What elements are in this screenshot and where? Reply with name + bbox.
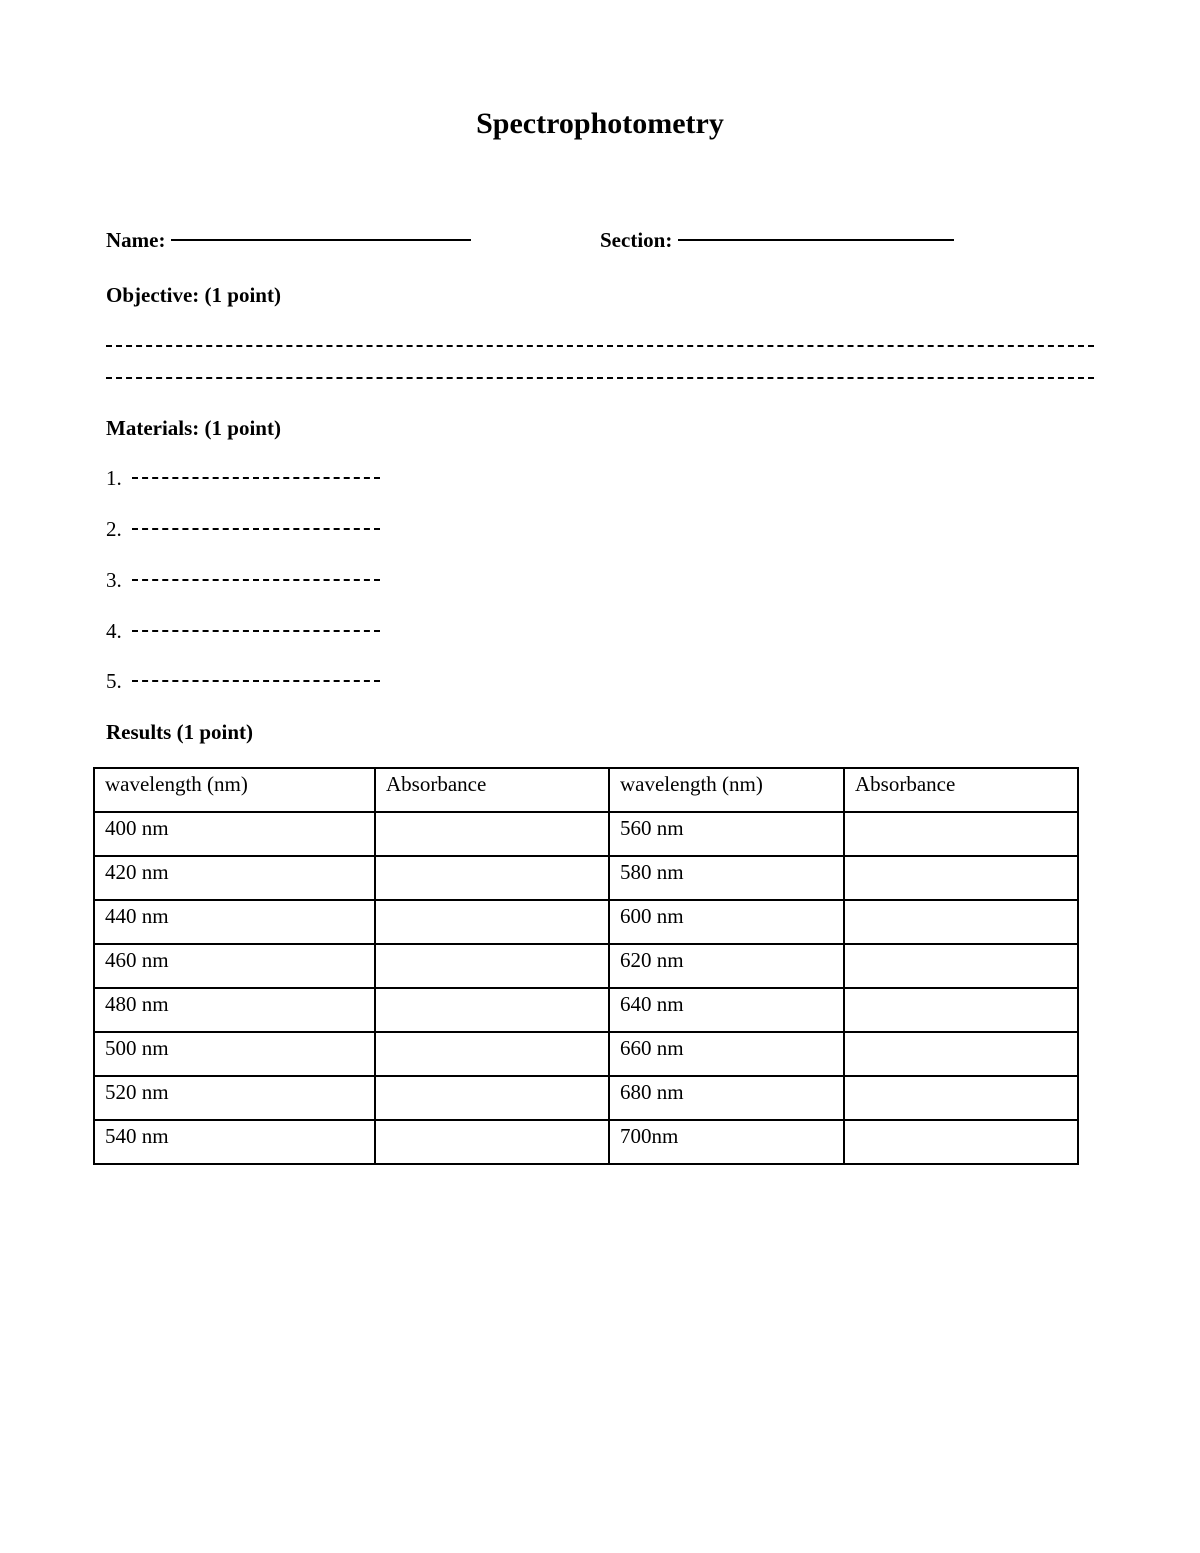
table-row — [94, 856, 1078, 900]
header-cell: Absorbance — [844, 768, 1078, 812]
materials-item-number: 4. — [106, 619, 122, 643]
table-row — [94, 812, 1078, 856]
table-row — [94, 900, 1078, 944]
name-field — [106, 226, 471, 254]
objective-blank-line-2 — [106, 377, 1094, 379]
absorbance-cell[interactable] — [375, 944, 609, 988]
wavelength-cell: 540 nm — [94, 1120, 375, 1164]
materials-item-blank — [132, 477, 380, 479]
name-label: Name: — [106, 228, 166, 252]
wavelength-cell: 440 nm — [94, 900, 375, 944]
materials-item-number: 1. — [106, 466, 122, 490]
wavelength-cell: 640 nm — [609, 988, 844, 1032]
materials-item-blank — [132, 579, 380, 581]
materials-item — [106, 617, 380, 645]
absorbance-cell[interactable] — [375, 812, 609, 856]
wavelength-cell: 520 nm — [94, 1076, 375, 1120]
results-heading: Results (1 point) — [106, 720, 254, 744]
absorbance-cell[interactable] — [844, 1076, 1078, 1120]
table-row — [94, 988, 1078, 1032]
page-title: Spectrophotometry — [476, 107, 724, 140]
absorbance-cell[interactable] — [375, 1032, 609, 1076]
header-cell: wavelength (nm) — [609, 768, 844, 812]
wavelength-cell: 460 nm — [94, 944, 375, 988]
wavelength-cell: 700nm — [609, 1120, 844, 1164]
wavelength-cell: 600 nm — [609, 900, 844, 944]
materials-item — [106, 566, 380, 594]
absorbance-cell[interactable] — [844, 1032, 1078, 1076]
wavelength-cell: 400 nm — [94, 812, 375, 856]
absorbance-cell[interactable] — [844, 900, 1078, 944]
absorbance-cell[interactable] — [375, 988, 609, 1032]
table-row — [94, 944, 1078, 988]
materials-item-number: 5. — [106, 669, 122, 693]
header-cell: wavelength (nm) — [94, 768, 375, 812]
materials-item-blank — [132, 680, 380, 682]
objective-heading: Objective: (1 point) — [106, 283, 281, 307]
header-cell: Absorbance — [375, 768, 609, 812]
section-field — [600, 226, 954, 254]
wavelength-cell: 660 nm — [609, 1032, 844, 1076]
wavelength-cell: 580 nm — [609, 856, 844, 900]
table-row — [94, 1032, 1078, 1076]
objective-blank-line-1 — [106, 345, 1094, 347]
materials-item-blank — [132, 630, 380, 632]
materials-item-number: 3. — [106, 568, 122, 592]
wavelength-cell: 480 nm — [94, 988, 375, 1032]
absorbance-cell[interactable] — [844, 988, 1078, 1032]
section-blank — [678, 239, 954, 241]
table-header-row — [94, 768, 1078, 812]
table-row — [94, 1076, 1078, 1120]
materials-item-blank — [132, 528, 380, 530]
wavelength-cell: 500 nm — [94, 1032, 375, 1076]
absorbance-cell[interactable] — [375, 1076, 609, 1120]
wavelength-cell: 620 nm — [609, 944, 844, 988]
materials-item — [106, 515, 380, 543]
absorbance-cell[interactable] — [844, 1120, 1078, 1164]
materials-item-number: 2. — [106, 517, 122, 541]
absorbance-cell[interactable] — [375, 856, 609, 900]
absorbance-cell[interactable] — [844, 856, 1078, 900]
materials-heading: Materials: (1 point) — [106, 416, 281, 440]
results-table — [93, 767, 1079, 1165]
absorbance-cell[interactable] — [844, 812, 1078, 856]
absorbance-cell[interactable] — [844, 944, 1078, 988]
section-label: Section: — [600, 228, 673, 252]
absorbance-cell[interactable] — [375, 900, 609, 944]
name-blank — [171, 239, 471, 241]
wavelength-cell: 560 nm — [609, 812, 844, 856]
materials-item — [106, 667, 380, 695]
materials-item — [106, 464, 380, 492]
table-row — [94, 1120, 1078, 1164]
wavelength-cell: 420 nm — [94, 856, 375, 900]
wavelength-cell: 680 nm — [609, 1076, 844, 1120]
absorbance-cell[interactable] — [375, 1120, 609, 1164]
